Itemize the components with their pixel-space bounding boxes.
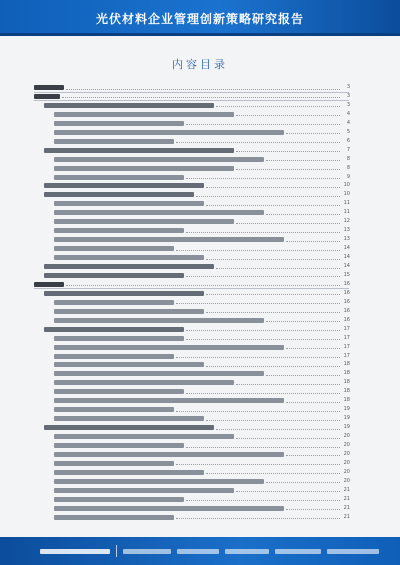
toc-entry[interactable] bbox=[54, 200, 350, 207]
toc-entry-label bbox=[54, 443, 184, 448]
toc-entry-label bbox=[54, 389, 184, 394]
toc-entry-page: 10 bbox=[343, 182, 350, 189]
toc-entry-label bbox=[54, 380, 234, 385]
toc-entry-label bbox=[54, 497, 184, 502]
toc-entry-label bbox=[44, 425, 214, 430]
toc-entry-label bbox=[54, 157, 264, 162]
toc-dot-leader bbox=[206, 366, 340, 367]
footer-text-block bbox=[123, 549, 171, 554]
toc-entry-page: 17 bbox=[343, 325, 350, 332]
toc-entry-label bbox=[54, 371, 264, 376]
toc-dot-leader bbox=[186, 232, 340, 233]
toc-dot-leader bbox=[236, 491, 340, 492]
toc-entry-label bbox=[54, 461, 174, 466]
toc-entry[interactable] bbox=[54, 487, 350, 494]
toc-dot-leader bbox=[286, 241, 340, 242]
toc-entry-page: 17 bbox=[343, 334, 350, 341]
toc-entry[interactable] bbox=[44, 182, 350, 189]
toc-entry-page: 21 bbox=[343, 495, 350, 502]
toc-entry-page: 18 bbox=[343, 379, 350, 386]
toc-entry[interactable] bbox=[54, 227, 350, 234]
toc-dot-leader bbox=[206, 420, 340, 421]
toc-entry-label bbox=[54, 354, 174, 359]
toc-dot-leader bbox=[266, 214, 340, 215]
toc-entry[interactable] bbox=[34, 281, 350, 288]
toc-entry[interactable] bbox=[54, 209, 350, 216]
toc-entry[interactable] bbox=[54, 218, 350, 225]
document-footer-banner bbox=[0, 537, 400, 565]
toc-entry-page: 7 bbox=[346, 146, 350, 153]
toc-dot-leader bbox=[236, 169, 340, 170]
toc-entry[interactable] bbox=[54, 505, 350, 512]
toc-dot-leader bbox=[286, 509, 340, 510]
toc-entry-page: 18 bbox=[343, 361, 350, 368]
toc-entry[interactable] bbox=[54, 361, 350, 368]
toc-dot-leader bbox=[266, 160, 340, 161]
toc-dot-leader bbox=[62, 97, 340, 98]
toc-dot-leader bbox=[236, 223, 340, 224]
toc-entry[interactable] bbox=[54, 433, 350, 440]
toc-entry[interactable] bbox=[54, 174, 350, 181]
footer-text-block bbox=[177, 549, 219, 554]
toc-dot-leader bbox=[176, 464, 340, 465]
toc-entry[interactable] bbox=[54, 388, 350, 395]
toc-dot-leader bbox=[236, 151, 340, 152]
toc-entry[interactable] bbox=[54, 165, 350, 172]
toc-dot-leader bbox=[176, 142, 340, 143]
document-title: 光伏材料企业管理创新策略研究报告 bbox=[95, 11, 304, 26]
toc-entry[interactable] bbox=[54, 379, 350, 386]
toc-entry-page: 18 bbox=[343, 397, 350, 404]
toc-entry[interactable] bbox=[54, 370, 350, 377]
toc-entry[interactable] bbox=[54, 120, 350, 127]
toc-entry-label bbox=[44, 148, 234, 153]
toc-dot-leader bbox=[186, 330, 340, 331]
toc-entry[interactable] bbox=[54, 138, 350, 145]
toc-entry-label bbox=[54, 139, 174, 144]
toc-entry[interactable] bbox=[54, 442, 350, 449]
toc-entry[interactable] bbox=[44, 191, 350, 198]
toc-entry[interactable] bbox=[54, 469, 350, 476]
toc-entry-page: 18 bbox=[343, 370, 350, 377]
toc-entry[interactable] bbox=[54, 397, 350, 404]
toc-entry[interactable] bbox=[54, 406, 350, 413]
toc-dot-leader bbox=[206, 473, 340, 474]
toc-dot-leader bbox=[236, 115, 340, 116]
toc-entry-page: 13 bbox=[343, 236, 350, 243]
toc-dot-leader bbox=[176, 518, 340, 519]
toc-entry-page: 18 bbox=[343, 388, 350, 395]
toc-entry-label bbox=[44, 264, 214, 269]
toc-entry-page: 16 bbox=[343, 289, 350, 296]
toc-dot-leader bbox=[66, 285, 340, 286]
toc-entry-page: 8 bbox=[346, 155, 350, 162]
toc-entry[interactable] bbox=[44, 102, 350, 109]
toc-entry-label bbox=[54, 398, 284, 403]
toc-entry-page: 5 bbox=[346, 128, 350, 135]
toc-entry-label bbox=[54, 506, 284, 511]
toc-entry-label bbox=[54, 488, 234, 493]
toc-entry-label bbox=[54, 112, 234, 117]
toc-entry-label bbox=[44, 103, 214, 108]
toc-dot-leader bbox=[236, 384, 340, 385]
toc-dot-leader bbox=[206, 312, 340, 313]
toc-entry[interactable] bbox=[54, 156, 350, 163]
toc-entry-label bbox=[34, 85, 64, 90]
toc-dot-leader bbox=[216, 429, 340, 430]
toc-dot-leader bbox=[266, 482, 340, 483]
toc-entry[interactable] bbox=[44, 272, 350, 279]
toc-entry-page: 20 bbox=[343, 450, 350, 457]
toc-entry-label bbox=[54, 166, 234, 171]
toc-entry-page: 19 bbox=[343, 415, 350, 422]
toc-entry-page: 8 bbox=[346, 164, 350, 171]
toc-entry-page: 20 bbox=[343, 433, 350, 440]
toc-entry-page: 12 bbox=[343, 218, 350, 225]
toc-dot-leader bbox=[186, 276, 340, 277]
toc-entry-label bbox=[54, 336, 184, 341]
footer-text-block bbox=[327, 549, 379, 554]
toc-entry-label bbox=[44, 273, 184, 278]
toc-entry-page: 14 bbox=[343, 263, 350, 269]
document-header-banner bbox=[0, 0, 400, 36]
toc-entry[interactable] bbox=[54, 353, 350, 360]
toc-entry-page: 16 bbox=[343, 316, 350, 323]
toc-entry[interactable] bbox=[54, 129, 350, 136]
toc-entry-label bbox=[54, 362, 204, 367]
footer-separator bbox=[116, 545, 117, 557]
toc-entry[interactable] bbox=[34, 84, 350, 91]
toc-entry[interactable] bbox=[54, 254, 350, 261]
toc-entry[interactable] bbox=[54, 415, 350, 422]
toc-entry-label bbox=[54, 345, 284, 350]
toc-entry[interactable] bbox=[54, 514, 350, 521]
toc-entry-page: 9 bbox=[346, 173, 350, 180]
footer-text-block bbox=[275, 549, 321, 554]
toc-entry-page: 11 bbox=[343, 209, 350, 216]
toc-entry-label bbox=[54, 452, 284, 457]
toc-dot-leader bbox=[176, 357, 340, 358]
toc-dot-leader bbox=[186, 178, 340, 179]
toc-dot-leader bbox=[206, 205, 340, 206]
toc-dot-leader bbox=[176, 303, 340, 304]
toc-entry[interactable] bbox=[54, 460, 350, 467]
toc-dot-leader bbox=[216, 268, 340, 269]
toc-entry-label bbox=[54, 246, 174, 251]
toc-entry-page: 20 bbox=[343, 459, 350, 466]
toc-entry[interactable] bbox=[54, 344, 350, 351]
toc-entry-label bbox=[54, 407, 174, 412]
toc-dot-leader bbox=[176, 411, 340, 412]
toc-entry-label bbox=[54, 121, 184, 126]
toc-entry-label bbox=[44, 192, 194, 197]
header-stripe bbox=[0, 33, 400, 36]
toc-dot-leader bbox=[206, 294, 340, 295]
toc-entry-page: 16 bbox=[343, 298, 350, 305]
toc-entry-page: 20 bbox=[343, 442, 350, 448]
toc-dot-leader bbox=[286, 348, 340, 349]
toc-entry[interactable] bbox=[54, 111, 350, 118]
toc-entry[interactable] bbox=[54, 245, 350, 252]
toc-entry[interactable] bbox=[34, 93, 350, 100]
toc-dot-leader bbox=[286, 133, 340, 134]
toc-entry[interactable] bbox=[44, 290, 350, 297]
toc-entry-page: 4 bbox=[346, 110, 350, 117]
toc-entry-label bbox=[34, 282, 64, 287]
toc-entry-label bbox=[44, 291, 204, 296]
toc-entry-page: 14 bbox=[343, 245, 350, 252]
toc-dot-leader bbox=[186, 447, 340, 448]
toc-entry[interactable] bbox=[54, 317, 350, 324]
toc-dot-leader bbox=[176, 250, 340, 251]
toc-entry-page: 20 bbox=[343, 477, 350, 484]
toc-entry[interactable] bbox=[54, 478, 350, 485]
toc-dot-leader bbox=[266, 321, 340, 322]
toc-entry-page: 17 bbox=[343, 343, 350, 350]
toc-entry-page: 20 bbox=[343, 468, 350, 475]
toc-dot-leader bbox=[286, 455, 340, 456]
toc-entry-label bbox=[54, 300, 174, 305]
toc-entry-page: 19 bbox=[343, 424, 350, 431]
toc-entry[interactable] bbox=[44, 147, 350, 154]
toc-entry-page: 3 bbox=[346, 101, 350, 108]
toc-entry-label bbox=[44, 183, 204, 188]
footer-text-block bbox=[40, 549, 110, 554]
toc-entry-page: 14 bbox=[343, 254, 350, 261]
toc-dot-leader bbox=[196, 196, 340, 197]
toc-entry-label bbox=[54, 130, 284, 135]
toc-entry-page: 19 bbox=[343, 406, 350, 413]
toc-dot-leader bbox=[186, 393, 340, 394]
toc-dot-leader bbox=[206, 259, 340, 260]
toc-dot-leader bbox=[206, 187, 340, 188]
toc-entry-label bbox=[54, 210, 264, 215]
toc-heading: 内容目录 bbox=[172, 58, 228, 71]
toc-entry[interactable] bbox=[44, 424, 350, 431]
toc-entry-page: 21 bbox=[343, 513, 350, 520]
toc-entry-label bbox=[54, 175, 184, 180]
toc-entry-label bbox=[34, 94, 60, 99]
toc-dot-leader bbox=[216, 106, 340, 107]
toc-entry-page: 11 bbox=[343, 200, 350, 207]
toc-dot-leader bbox=[236, 438, 340, 439]
toc-dot-leader bbox=[286, 402, 340, 403]
table-of-contents bbox=[0, 84, 400, 530]
toc-entry-page: 3 bbox=[346, 92, 350, 99]
toc-entry-page: 10 bbox=[343, 191, 350, 198]
toc-entry-page: 21 bbox=[343, 504, 350, 511]
toc-entry[interactable] bbox=[54, 451, 350, 458]
toc-entry-page: 15 bbox=[343, 271, 350, 278]
toc-dot-leader bbox=[66, 89, 340, 90]
toc-entry-label bbox=[54, 228, 184, 233]
toc-dot-leader bbox=[186, 500, 340, 501]
toc-entry[interactable] bbox=[54, 299, 350, 306]
toc-entry-page: 13 bbox=[343, 227, 350, 234]
toc-entry-page: 16 bbox=[343, 307, 350, 314]
toc-entry-label bbox=[54, 515, 174, 520]
toc-entry[interactable] bbox=[54, 496, 350, 503]
toc-entry-label bbox=[54, 434, 234, 439]
toc-entry-label bbox=[54, 470, 204, 475]
toc-entry[interactable] bbox=[54, 335, 350, 342]
toc-entry-page: 6 bbox=[346, 137, 350, 144]
toc-entry[interactable] bbox=[54, 308, 350, 315]
toc-entry-page: 16 bbox=[343, 280, 350, 287]
toc-entry-label bbox=[54, 318, 264, 323]
toc-dot-leader bbox=[186, 339, 340, 340]
toc-entry-page: 4 bbox=[346, 119, 350, 126]
toc-entry-label bbox=[54, 201, 204, 206]
toc-entry-label bbox=[54, 255, 204, 260]
toc-entry[interactable] bbox=[44, 263, 350, 270]
toc-entry-page: 17 bbox=[343, 352, 350, 359]
toc-entry-label bbox=[54, 219, 234, 224]
toc-dot-leader bbox=[186, 124, 340, 125]
toc-dot-leader bbox=[266, 375, 340, 376]
toc-entry[interactable] bbox=[54, 236, 350, 243]
toc-entry-page: 21 bbox=[343, 486, 350, 493]
toc-entry-label bbox=[54, 416, 204, 421]
toc-entry-label bbox=[44, 327, 184, 332]
toc-entry-label bbox=[54, 479, 264, 484]
toc-entry-page: 3 bbox=[346, 84, 350, 90]
footer-text-block bbox=[225, 549, 269, 554]
toc-entry-label bbox=[54, 237, 284, 242]
toc-entry[interactable] bbox=[44, 326, 350, 333]
toc-entry-label bbox=[54, 309, 204, 314]
